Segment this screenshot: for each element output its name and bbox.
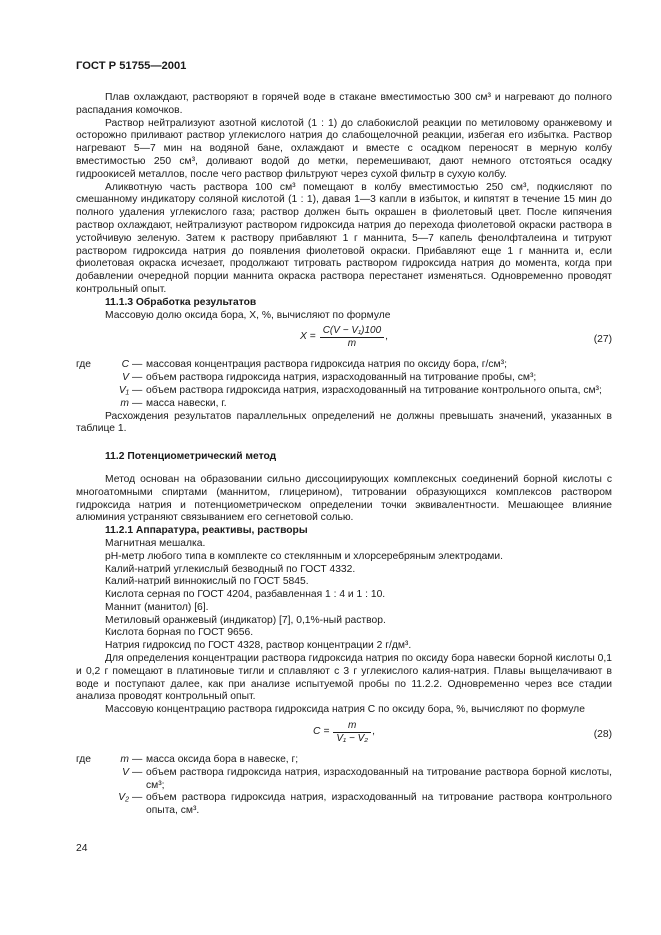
definition-dash: — (132, 792, 143, 804)
definition-symbol: m (120, 397, 129, 409)
list-item: Метиловый оранжевый (индикатор) [7], 0,1%-ный раствор. (105, 614, 386, 626)
definition-prefix (76, 767, 101, 793)
formula-27-numerator: C(V − V₁)100 (320, 325, 384, 338)
definition-row (76, 792, 612, 818)
paragraph-aliquot: Аликвотную часть раствора 100 см³ помещают в колбу вместимостью 250 см³, подкисляют по смешанному индикатору соляной кислотой (1 : 1), давая 1—3 капли в избыток, и кипятят в течение 15 мин до полного удаления углекислого газа; раствор должен быть окрашен в фиолетовый цвет. После кипячения раствор охлаждают, нейтрализуют раствором гидроксида натрия до перехода фиолетовой окраски раствора в устойчивую зеленую. Затем к раствору прибавляют 1 г маннита, 5—7 капель фенолфталеина и титруют раствором гидроксида натрия до появления фиолетовой окраски. Прибавляют еще 1 г маннита и, если фиолетовая окраска исчезает, продолжают титровать раствором гидроксида натрия до момента, когда при добавлении очередной порции маннита окраска раствора перестанет изменяться. Одновременно проводят контрольный опыт. (76, 181, 612, 295)
definition-symbol: V (122, 372, 129, 384)
definition-text: масса навески, г. (146, 397, 227, 409)
definition-row (76, 385, 612, 398)
formula-27 (76, 325, 612, 355)
definition-symbol: C (121, 359, 129, 371)
list-item: Кислота серная по ГОСТ 4204, разбавленная 1 : 4 и 1 : 10. (105, 589, 386, 601)
list-item: pH-метр любого типа в комплекте со стеклянным и хлорсеребряным электродами. (105, 550, 503, 562)
definition-symbol: V (122, 766, 129, 778)
list-item: Магнитная мешалка. (105, 537, 206, 549)
formula-28-tail: , (372, 726, 375, 738)
formula-27-lhs: X = (299, 331, 316, 343)
definition-dash: — (132, 397, 143, 409)
list-item: Калий-натрий виннокислый по ГОСТ 5845. (105, 576, 309, 588)
paragraph-method-principle: Метод основан на образовании сильно диссоциирующих комплексных соединений борной кислоты с многоатомными спиртами (маннитом, глицерином), титровании образующихся комплексов раствором гидроксида натрия и потенциометрическом определении точки эквивалентности. Мешающее влияние алюминия устраняют связыванием его сегнетовой солью. (76, 473, 612, 524)
section-heading-11-2: 11.2 Потенциометрический метод (105, 451, 277, 463)
formula-27-number: (27) (593, 334, 612, 346)
definition-row (76, 767, 612, 793)
document-body (76, 92, 612, 818)
formula-28 (76, 720, 612, 750)
definition-prefix: где (76, 754, 92, 766)
formula-28-number: (28) (593, 729, 612, 741)
definition-text: объем раствора гидроксида натрия, израсходованный на титрование раствора борной кислоты, см³; (146, 766, 612, 791)
definition-text: объем раствора гидроксида натрия, израсходованный на титрование раствора контрольного опыта, см³. (146, 792, 612, 817)
definition-row (76, 372, 612, 385)
definition-dash: — (132, 384, 143, 396)
formula-28-lhs: C = (313, 726, 330, 738)
formula-intro-28: Массовую концентрацию раствора гидроксида натрия C по оксиду бора, %, вычисляют по формуле (105, 704, 585, 716)
paragraph-cooling: Плав охлаждают, растворяют в горячей воде в стакане вместимостью 300 см³ и нагревают до полного распадания комочков. (76, 92, 612, 116)
definition-symbol: m (120, 754, 129, 766)
formula-28-fraction (333, 720, 371, 745)
formula-28-denominator: V₁ − V₂ (336, 733, 369, 745)
definition-text: объем раствора гидроксида натрия, израсходованный на титрование пробы, см³; (146, 372, 537, 384)
list-item: Натрия гидроксид по ГОСТ 4328, раствор концентрации 2 г/дм³. (105, 640, 412, 652)
paragraph-discrepancy: Расхождения результатов параллельных определений не должны превышать значений, указанных в таблице 1. (76, 410, 612, 435)
definition-text: массовая концентрация раствора гидроксида натрия по оксиду бора, г/см³; (146, 359, 507, 371)
paragraph-neutralization: Раствор нейтрализуют азотной кислотой (1 : 1) до слабокислой реакции по метиловому оранжевому и осторожно приливают раствор углекислого натрия до слабощелочной реакции, избегая его избытка. Раствор нагревают 5—7 мин на водяной бане, охлаждают и вместе с осадком переносят в мерную колбу вместимостью 250 см³, доливают водой до метки, перемешивают, дают немного отстояться осадку гидроокисей металлов, после чего раствор фильтруют через сухой фильтр в сухую колбу. (76, 117, 612, 180)
definition-row (76, 398, 612, 411)
definition-text: объем раствора гидроксида натрия, израсходованный на титрование контрольного опыта, см³; (146, 384, 602, 396)
variable-definitions-28 (76, 754, 612, 818)
definition-prefix (76, 372, 101, 385)
paragraph-concentration-determination: Для определения концентрации раствора гидроксида натрия по оксиду бора навески борной кислоты 0,1 и 0,2 г помещают в платиновые тигли и сплавляют с 3 г углекислого калия-натрия. Плавы выщелачивают в воде и поступают далее, как при анализе испытуемой пробы по 11.2.2. Одновременно через все стадии анализа проводят контрольный опыт. (76, 653, 612, 703)
formula-27-tail: , (385, 331, 389, 343)
formula-27-fraction (320, 325, 384, 350)
formula-27-denominator: m (347, 338, 357, 350)
definition-prefix (76, 398, 101, 411)
list-item: Калий-натрий углекислый безводный по ГОСТ 4332. (105, 563, 356, 575)
document-header: ГОСТ Р 51755—2001 (76, 60, 187, 72)
list-item: Маннит (манитол) [6]. (105, 601, 209, 613)
definition-dash: — (132, 766, 143, 778)
definition-dash: — (132, 754, 143, 766)
definition-dash: — (132, 359, 143, 371)
definition-prefix (76, 385, 101, 398)
definition-dash: — (132, 372, 143, 384)
variable-definitions-27 (76, 359, 612, 410)
formula-28-numerator: m (333, 720, 371, 733)
definition-symbol: V₁ (118, 384, 129, 396)
definition-symbol: V₂ (118, 792, 129, 804)
definition-row (76, 754, 612, 767)
section-heading-11-1-3: 11.1.3 Обработка результатов (105, 296, 257, 308)
definition-prefix: где (76, 359, 92, 371)
definition-text: масса оксида бора в навеске, г; (146, 754, 299, 766)
page-number: 24 (76, 843, 88, 854)
section-heading-11-2-1: 11.2.1 Аппаратура, реактивы, растворы (105, 525, 308, 537)
definition-row (76, 359, 612, 372)
list-item: Кислота борная по ГОСТ 9656. (105, 627, 254, 639)
definition-prefix (76, 792, 101, 818)
formula-intro-27: Массовую долю оксида бора, X, %, вычисляют по формуле (105, 309, 391, 321)
